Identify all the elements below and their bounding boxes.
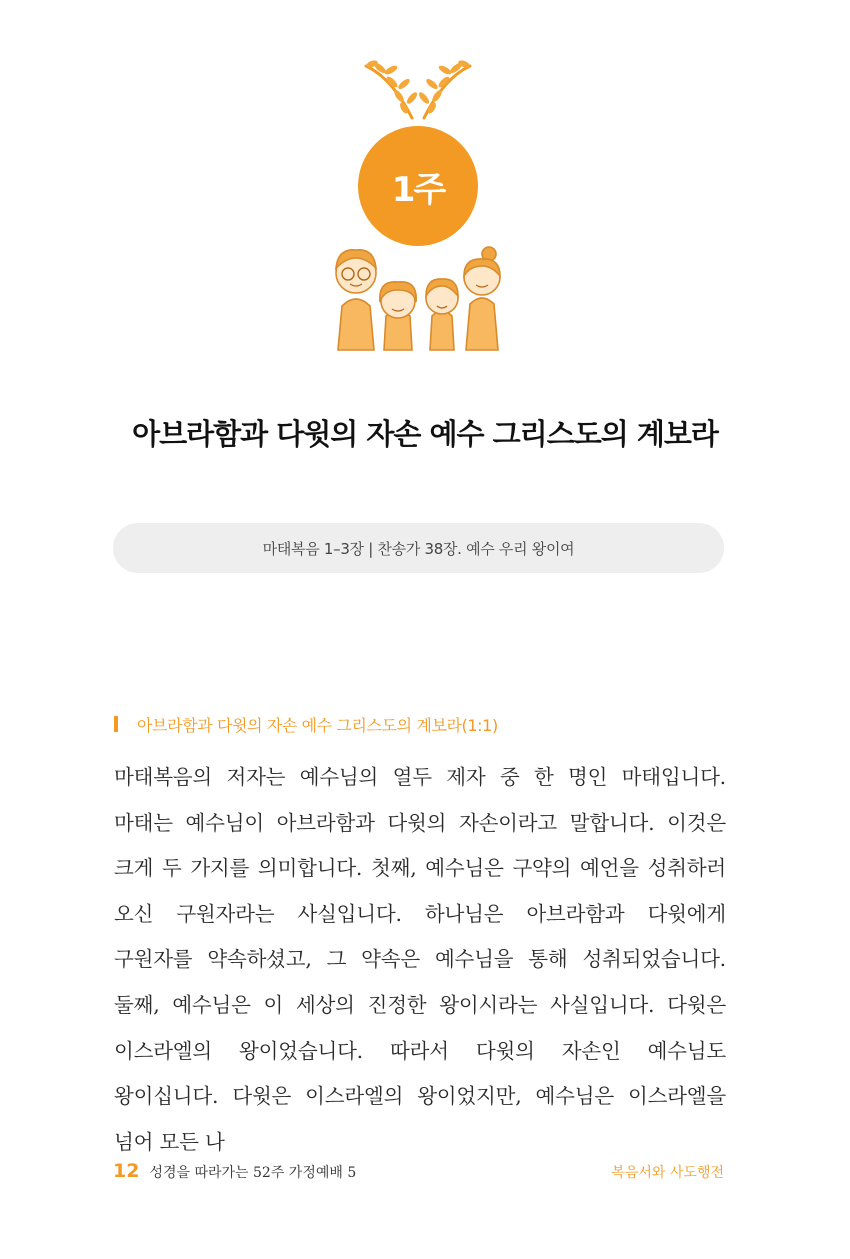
scripture-reference-bar [113, 523, 724, 573]
week-badge-label: 1주 [391, 169, 445, 210]
section-marker-icon [114, 716, 118, 732]
laurel-left-icon [365, 59, 418, 118]
body-paragraph: 마태복음의 저자는 예수님의 열두 제자 중 한 명인 마태입니다. 마태는 예수님이 아브라함과 다윗의 자손이라고 말합니다. 이것은 크게 두 가지를 의미합니다. 첫째, 예수님은 구약의 예언을 성취하러 오신 구원자라는 사실입니다. 하나님은 아브라함과 다윗에게 구원자를 약속하셨고, 그 약속은 예수님을 통해 성취되었습니다. 둘째, 예수님은 이 세상의 진정한 왕이시라는 사실입니다. 다윗은 이스라엘의 왕이었습니다. 따라서 다윗의 자손인 예수님도 왕이십니다. 다윗은 이스라엘의 왕이었지만, 예수님은 이스라엘을 넘어 모든 나 [114, 765, 726, 1154]
boy-figure [426, 279, 458, 350]
page-number: 12 [113, 1160, 140, 1182]
family-illustration [336, 247, 500, 350]
chapter-title: 복음서와 사도행전 [611, 1165, 724, 1181]
mother-figure [464, 247, 500, 350]
scripture-reference-text: 마태복음 1–3장 | 찬송가 38장. 예수 우리 왕이여 [262, 539, 575, 558]
week-badge [358, 126, 478, 246]
laurel-right-icon [417, 59, 470, 118]
section-heading [114, 712, 498, 736]
book-title: 성경을 따라가는 52주 가정예배 5 [149, 1165, 357, 1181]
page-title: 아브라함과 다윗의 자손 예수 그리스도의 계보라 [132, 417, 718, 451]
footer-left [113, 1160, 356, 1182]
father-figure [336, 250, 376, 350]
girl-figure [380, 282, 416, 350]
section-title: 아브라함과 다윗의 자손 예수 그리스도의 계보라(1:1) [137, 715, 498, 735]
